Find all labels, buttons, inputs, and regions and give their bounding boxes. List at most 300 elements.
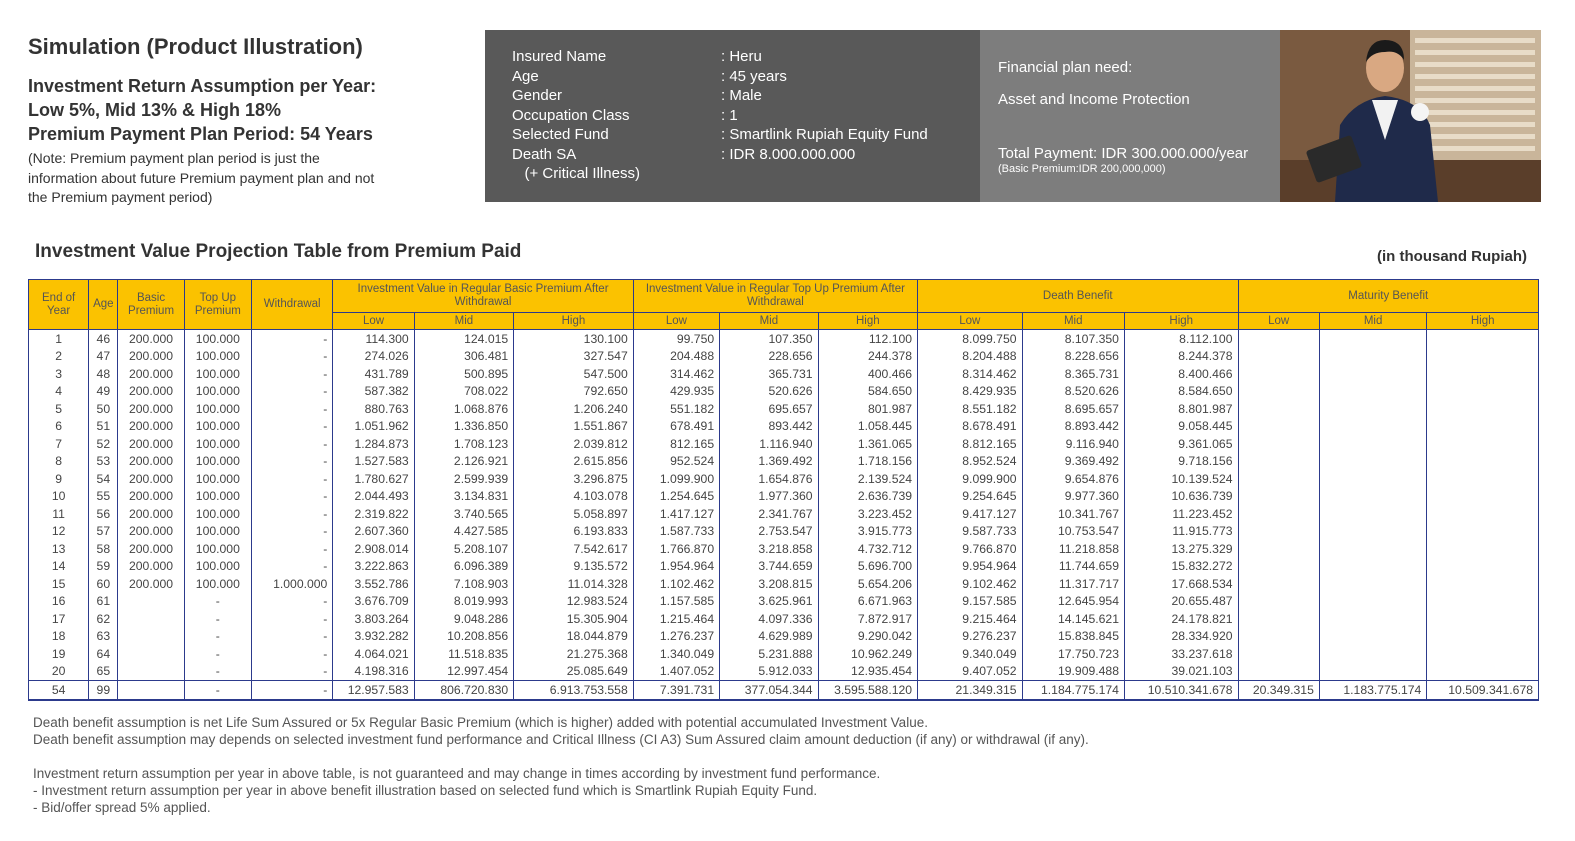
- col-group-inv-topup: Investment Value in Regular Top Up Premium After Withdrawal: [633, 280, 917, 313]
- table-cell: 54: [29, 681, 89, 700]
- table-cell: 6.193.833: [514, 523, 634, 541]
- col-mid: Mid: [1022, 313, 1124, 330]
- table-cell: 8.099.750: [918, 330, 1022, 348]
- col-end-of-year: End of Year: [29, 280, 89, 330]
- table-cell: 1.183.775.174: [1319, 681, 1426, 700]
- table-cell: 1.718.156: [818, 453, 917, 471]
- table-cell: 1.587.733: [633, 523, 719, 541]
- table-cell: 3.915.773: [818, 523, 917, 541]
- table-cell: 7.108.903: [414, 575, 513, 593]
- table-cell: 100.000: [184, 383, 251, 401]
- table-cell: 3.223.452: [818, 505, 917, 523]
- table-cell: -: [184, 628, 251, 646]
- table-cell: 8: [29, 453, 89, 471]
- table-cell: 3.744.659: [720, 558, 818, 576]
- table-cell: [1427, 645, 1539, 663]
- table-cell: 12.983.524: [514, 593, 634, 611]
- table-cell: 500.895: [414, 365, 513, 383]
- table-cell: 7: [29, 435, 89, 453]
- table-cell: 3.296.875: [514, 470, 634, 488]
- table-cell: 49: [89, 383, 118, 401]
- table-cell: 9.407.052: [918, 663, 1022, 681]
- table-cell: 62: [89, 610, 118, 628]
- table-cell: [1427, 575, 1539, 593]
- table-cell: 1.954.964: [633, 558, 719, 576]
- table-cell: 6.096.389: [414, 558, 513, 576]
- table-cell: 130.100: [514, 330, 634, 348]
- table-cell: [1319, 348, 1426, 366]
- table-cell: 3.222.863: [333, 558, 414, 576]
- table-cell: 12: [29, 523, 89, 541]
- table-cell: 53: [89, 453, 118, 471]
- table-cell: [1319, 365, 1426, 383]
- table-cell: 8.228.656: [1022, 348, 1124, 366]
- table-cell: 61: [89, 593, 118, 611]
- table-cell: 1.099.900: [633, 470, 719, 488]
- plan-need-label: Financial plan need:: [998, 59, 1133, 76]
- table-cell: 1.000.000: [251, 575, 332, 593]
- table-cell: [1238, 523, 1319, 541]
- table-cell: 10.509.341.678: [1427, 681, 1539, 700]
- table-cell: [1319, 558, 1426, 576]
- table-cell: 8.801.987: [1124, 400, 1238, 418]
- table-cell: 12.997.454: [414, 663, 513, 681]
- table-cell: 4.198.316: [333, 663, 414, 681]
- table-cell: 200.000: [118, 435, 184, 453]
- table-cell: 4.097.336: [720, 610, 818, 628]
- table-row: [29, 453, 1539, 471]
- insured-label: Age: [512, 67, 539, 85]
- table-body: [29, 330, 1539, 700]
- table-cell: [1427, 488, 1539, 506]
- table-cell: -: [251, 400, 332, 418]
- table-cell: 8.019.993: [414, 593, 513, 611]
- table-cell: -: [251, 330, 332, 348]
- table-cell: 204.488: [633, 348, 719, 366]
- table-cell: [1238, 610, 1319, 628]
- table-cell: 33.237.618: [1124, 645, 1238, 663]
- table-cell: 14.145.621: [1022, 610, 1124, 628]
- col-mid: Mid: [720, 313, 818, 330]
- table-cell: -: [184, 610, 251, 628]
- table-cell: 1.708.123: [414, 435, 513, 453]
- table-cell: 64: [89, 645, 118, 663]
- table-cell: 200.000: [118, 488, 184, 506]
- table-cell: 15.305.904: [514, 610, 634, 628]
- table-cell: 9.587.733: [918, 523, 1022, 541]
- man-with-tablet-image: [1280, 30, 1541, 202]
- table-cell: [118, 663, 184, 681]
- table-cell: [118, 593, 184, 611]
- table-cell: 2.126.921: [414, 453, 513, 471]
- table-cell: -: [251, 628, 332, 646]
- table-cell: 2.039.812: [514, 435, 634, 453]
- table-cell: [1319, 505, 1426, 523]
- table-cell: 200.000: [118, 400, 184, 418]
- col-withdrawal: Withdrawal: [251, 280, 332, 330]
- customer-photo: [1280, 30, 1541, 202]
- table-cell: 112.100: [818, 330, 917, 348]
- table-cell: 1.102.462: [633, 575, 719, 593]
- table-cell: 8.112.100: [1124, 330, 1238, 348]
- table-cell: 11.218.858: [1022, 540, 1124, 558]
- table-cell: 9.157.585: [918, 593, 1022, 611]
- table-cell: [1238, 470, 1319, 488]
- table-cell: 18: [29, 628, 89, 646]
- table-row: [29, 470, 1539, 488]
- col-group-maturity-benefit: Maturity Benefit: [1238, 280, 1539, 313]
- table-cell: [118, 645, 184, 663]
- table-cell: 100.000: [184, 348, 251, 366]
- table-cell: 5.912.033: [720, 663, 818, 681]
- table-cell: 13.275.329: [1124, 540, 1238, 558]
- table-row: [29, 610, 1539, 628]
- table-row: [29, 330, 1539, 348]
- table-cell: [1427, 610, 1539, 628]
- table-cell: 10.208.856: [414, 628, 513, 646]
- table-cell: 9.276.237: [918, 628, 1022, 646]
- plan-need-value: Asset and Income Protection: [998, 91, 1190, 108]
- table-cell: 9.099.900: [918, 470, 1022, 488]
- assumption-line: Premium Payment Plan Period: 54 Years: [28, 124, 373, 144]
- table-cell: -: [184, 593, 251, 611]
- table-cell: -: [251, 663, 332, 681]
- table-cell: 8.244.378: [1124, 348, 1238, 366]
- table-cell: [1427, 470, 1539, 488]
- table-cell: 1.058.445: [818, 418, 917, 436]
- table-cell: -: [184, 681, 251, 700]
- table-cell: 9: [29, 470, 89, 488]
- table-cell: 100.000: [184, 470, 251, 488]
- table-cell: 1: [29, 330, 89, 348]
- table-cell: -: [251, 540, 332, 558]
- page-title: Simulation (Product Illustration): [28, 34, 363, 59]
- table-cell: 8.365.731: [1022, 365, 1124, 383]
- table-cell: 57: [89, 523, 118, 541]
- table-cell: 1.206.240: [514, 400, 634, 418]
- table-row: [29, 348, 1539, 366]
- table-cell: 8.400.466: [1124, 365, 1238, 383]
- table-cell: 100.000: [184, 575, 251, 593]
- table-cell: [1238, 330, 1319, 348]
- table-cell: [1238, 435, 1319, 453]
- table-cell: 8.429.935: [918, 383, 1022, 401]
- table-cell: 327.547: [514, 348, 634, 366]
- table-cell: 1.766.870: [633, 540, 719, 558]
- table-cell: 2: [29, 348, 89, 366]
- col-high: High: [1124, 313, 1238, 330]
- table-cell: -: [251, 523, 332, 541]
- table-cell: 39.021.103: [1124, 663, 1238, 681]
- table-cell: 200.000: [118, 330, 184, 348]
- table-title: Investment Value Projection Table from Premium Paid: [35, 241, 522, 262]
- table-cell: [1238, 540, 1319, 558]
- table-cell: 124.015: [414, 330, 513, 348]
- table-row: [29, 645, 1539, 663]
- table-cell: 429.935: [633, 383, 719, 401]
- table-cell: 9.718.156: [1124, 453, 1238, 471]
- table-cell: 8.551.182: [918, 400, 1022, 418]
- table-cell: [1319, 435, 1426, 453]
- table-cell: 6.671.963: [818, 593, 917, 611]
- table-cell: 1.527.583: [333, 453, 414, 471]
- table-cell: 100.000: [184, 418, 251, 436]
- table-cell: [1238, 663, 1319, 681]
- table-cell: 587.382: [333, 383, 414, 401]
- table-cell: [1238, 645, 1319, 663]
- table-cell: 55: [89, 488, 118, 506]
- insured-label: Gender: [512, 87, 563, 104]
- table-cell: 7.542.617: [514, 540, 634, 558]
- table-cell: 100.000: [184, 330, 251, 348]
- table-cell: -: [251, 505, 332, 523]
- insured-value: : 1: [721, 106, 738, 124]
- table-cell: 2.341.767: [720, 505, 818, 523]
- table-cell: 52: [89, 435, 118, 453]
- table-cell: 21.349.315: [918, 681, 1022, 700]
- table-cell: 17.668.534: [1124, 575, 1238, 593]
- table-cell: [1427, 418, 1539, 436]
- table-cell: 11.317.717: [1022, 575, 1124, 593]
- insured-value: : IDR 8.000.000.000: [721, 145, 856, 163]
- table-cell: 50: [89, 400, 118, 418]
- table-cell: [1319, 470, 1426, 488]
- table-cell: [1319, 540, 1426, 558]
- table-cell: [1238, 505, 1319, 523]
- table-cell: 3.552.786: [333, 575, 414, 593]
- table-cell: 10.510.341.678: [1124, 681, 1238, 700]
- table-cell: 6: [29, 418, 89, 436]
- table-cell: 1.116.940: [720, 435, 818, 453]
- table-cell: [118, 681, 184, 700]
- table-cell: 9.954.964: [918, 558, 1022, 576]
- table-cell: 200.000: [118, 575, 184, 593]
- table-cell: 4.064.021: [333, 645, 414, 663]
- table-cell: 1.551.867: [514, 418, 634, 436]
- table-cell: -: [251, 488, 332, 506]
- table-cell: [1427, 593, 1539, 611]
- table-cell: 100.000: [184, 523, 251, 541]
- table-cell: 200.000: [118, 505, 184, 523]
- col-group-death-benefit: Death Benefit: [918, 280, 1238, 313]
- table-cell: 15: [29, 575, 89, 593]
- table-cell: 12.957.583: [333, 681, 414, 700]
- table-row: [29, 400, 1539, 418]
- table-cell: [1427, 453, 1539, 471]
- table-row: [29, 663, 1539, 681]
- table-cell: [1319, 453, 1426, 471]
- table-cell: [1427, 435, 1539, 453]
- table-row: [29, 628, 1539, 646]
- footnote: Death benefit assumption may depends on selected investment fund performance and Critical Illness (CI A3) Sum Assured claim amount deduction (if any) or withdrawal (if any).: [33, 732, 1089, 747]
- table-cell: 2.908.014: [333, 540, 414, 558]
- table-cell: 3.740.565: [414, 505, 513, 523]
- table-cell: 100.000: [184, 558, 251, 576]
- table-cell: 3.676.709: [333, 593, 414, 611]
- table-cell: 10.341.767: [1022, 505, 1124, 523]
- table-cell: 431.789: [333, 365, 414, 383]
- table-cell: -: [251, 418, 332, 436]
- table-cell: 11.915.773: [1124, 523, 1238, 541]
- table-cell: 9.340.049: [918, 645, 1022, 663]
- table-cell: 8.584.650: [1124, 383, 1238, 401]
- table-cell: 46: [89, 330, 118, 348]
- table-cell: [1319, 593, 1426, 611]
- table-cell: 8.893.442: [1022, 418, 1124, 436]
- table-cell: 10.962.249: [818, 645, 917, 663]
- insured-value: : Smartlink Rupiah Equity Fund: [721, 126, 928, 143]
- table-cell: 200.000: [118, 523, 184, 541]
- footnote: - Investment return assumption per year in above benefit illustration based on selected fund which is Smartlink Rupiah Equity Fund.: [33, 783, 818, 798]
- table-cell: 678.491: [633, 418, 719, 436]
- table-cell: 100.000: [184, 540, 251, 558]
- plan-box: [980, 30, 1280, 202]
- insured-label: Occupation Class: [512, 106, 630, 124]
- table-row: [29, 365, 1539, 383]
- table-cell: -: [251, 383, 332, 401]
- table-row: [29, 418, 1539, 436]
- table-cell: 54: [89, 470, 118, 488]
- table-cell: [1238, 628, 1319, 646]
- insured-info-box: [485, 30, 980, 202]
- table-cell: 9.369.492: [1022, 453, 1124, 471]
- col-low: Low: [918, 313, 1022, 330]
- premium-note: (Note: Premium payment plan period is just the information about future Premium payment plan and not the Premium payment period): [28, 150, 375, 205]
- table-cell: 4: [29, 383, 89, 401]
- insured-value: : Heru: [721, 48, 762, 65]
- table-cell: 19: [29, 645, 89, 663]
- table-cell: 25.085.649: [514, 663, 634, 681]
- table-cell: 11.744.659: [1022, 558, 1124, 576]
- table-cell: [1238, 383, 1319, 401]
- table-cell: 8.952.524: [918, 453, 1022, 471]
- table-cell: 1.276.237: [633, 628, 719, 646]
- table-cell: 100.000: [184, 365, 251, 383]
- table-cell: -: [251, 435, 332, 453]
- table-cell: 99: [89, 681, 118, 700]
- table-cell: 708.022: [414, 383, 513, 401]
- table-cell: 9.102.462: [918, 575, 1022, 593]
- table-cell: -: [251, 681, 332, 700]
- table-cell: 4.732.712: [818, 540, 917, 558]
- table-cell: 19.909.488: [1022, 663, 1124, 681]
- table-cell: 547.500: [514, 365, 634, 383]
- table-cell: 11.223.452: [1124, 505, 1238, 523]
- table-cell: [1427, 400, 1539, 418]
- table-cell: 2.636.739: [818, 488, 917, 506]
- col-mid: Mid: [1319, 313, 1426, 330]
- table-cell: [1238, 400, 1319, 418]
- table-cell: [1319, 488, 1426, 506]
- table-cell: 5.654.206: [818, 575, 917, 593]
- table-cell: 13: [29, 540, 89, 558]
- col-low: Low: [333, 313, 414, 330]
- table-cell: 1.051.962: [333, 418, 414, 436]
- col-top-up-premium: Top Up Premium: [184, 280, 251, 330]
- footnote: Death benefit assumption is net Life Sum Assured or 5x Regular Basic Premium (which is higher) added with potential accumulated Investment Value.: [33, 715, 928, 730]
- table-cell: -: [251, 610, 332, 628]
- col-low: Low: [1238, 313, 1319, 330]
- table-cell: 100.000: [184, 488, 251, 506]
- table-cell: 244.378: [818, 348, 917, 366]
- table-row: [29, 488, 1539, 506]
- table-cell: 100.000: [184, 400, 251, 418]
- table-cell: 24.178.821: [1124, 610, 1238, 628]
- table-cell: 551.182: [633, 400, 719, 418]
- table-cell: [1238, 593, 1319, 611]
- table-cell: 9.116.940: [1022, 435, 1124, 453]
- table-cell: 400.466: [818, 365, 917, 383]
- table-row: [29, 505, 1539, 523]
- table-cell: 11.518.835: [414, 645, 513, 663]
- table-cell: 65: [89, 663, 118, 681]
- assumption-line: Low 5%, Mid 13% & High 18%: [28, 100, 282, 120]
- table-cell: [1319, 628, 1426, 646]
- col-high: High: [514, 313, 634, 330]
- table-cell: 51: [89, 418, 118, 436]
- table-cell: 56: [89, 505, 118, 523]
- basic-premium: (Basic Premium:IDR 200,000,000): [998, 163, 1166, 175]
- table-cell: 1.407.052: [633, 663, 719, 681]
- table-cell: 9.977.360: [1022, 488, 1124, 506]
- table-cell: 2.607.360: [333, 523, 414, 541]
- table-cell: 14: [29, 558, 89, 576]
- table-cell: 15.838.845: [1022, 628, 1124, 646]
- col-low: Low: [633, 313, 719, 330]
- table-cell: 801.987: [818, 400, 917, 418]
- table-cell: 9.135.572: [514, 558, 634, 576]
- table-cell: 306.481: [414, 348, 513, 366]
- table-cell: [1427, 365, 1539, 383]
- table-cell: [1319, 400, 1426, 418]
- table-cell: 114.300: [333, 330, 414, 348]
- table-cell: 1.369.492: [720, 453, 818, 471]
- table-cell: 3.625.961: [720, 593, 818, 611]
- table-cell: 200.000: [118, 470, 184, 488]
- table-cell: 812.165: [633, 435, 719, 453]
- projection-table: [28, 279, 1539, 701]
- table-cell: 1.336.850: [414, 418, 513, 436]
- insured-label: (+ Critical Illness): [512, 165, 640, 182]
- table-cell: 10.753.547: [1022, 523, 1124, 541]
- footnote: - Bid/offer spread 5% applied.: [33, 800, 211, 815]
- table-cell: 9.654.876: [1022, 470, 1124, 488]
- table-cell: 7.391.731: [633, 681, 719, 700]
- table-cell: [1238, 348, 1319, 366]
- table-cell: 880.763: [333, 400, 414, 418]
- table-cell: [1427, 540, 1539, 558]
- table-cell: 1.184.775.174: [1022, 681, 1124, 700]
- insured-value: : Male: [721, 87, 762, 104]
- table-cell: 1.254.645: [633, 488, 719, 506]
- total-payment: Total Payment: IDR 300.000.000/year: [998, 145, 1249, 162]
- table-cell: [1427, 523, 1539, 541]
- table-cell: [1427, 505, 1539, 523]
- table-cell: 1.417.127: [633, 505, 719, 523]
- footnote: Investment return assumption per year in above table, is not guaranteed and may change in times according by investment fund performance.: [33, 766, 881, 781]
- table-cell: 1.340.049: [633, 645, 719, 663]
- table-cell: 274.026: [333, 348, 414, 366]
- table-cell: 9.058.445: [1124, 418, 1238, 436]
- table-cell: 18.044.879: [514, 628, 634, 646]
- table-cell: 893.442: [720, 418, 818, 436]
- table-cell: [1238, 453, 1319, 471]
- table-cell: 5: [29, 400, 89, 418]
- table-cell: 8.812.165: [918, 435, 1022, 453]
- table-cell: 9.048.286: [414, 610, 513, 628]
- table-cell: 9.361.065: [1124, 435, 1238, 453]
- table-cell: 8.695.657: [1022, 400, 1124, 418]
